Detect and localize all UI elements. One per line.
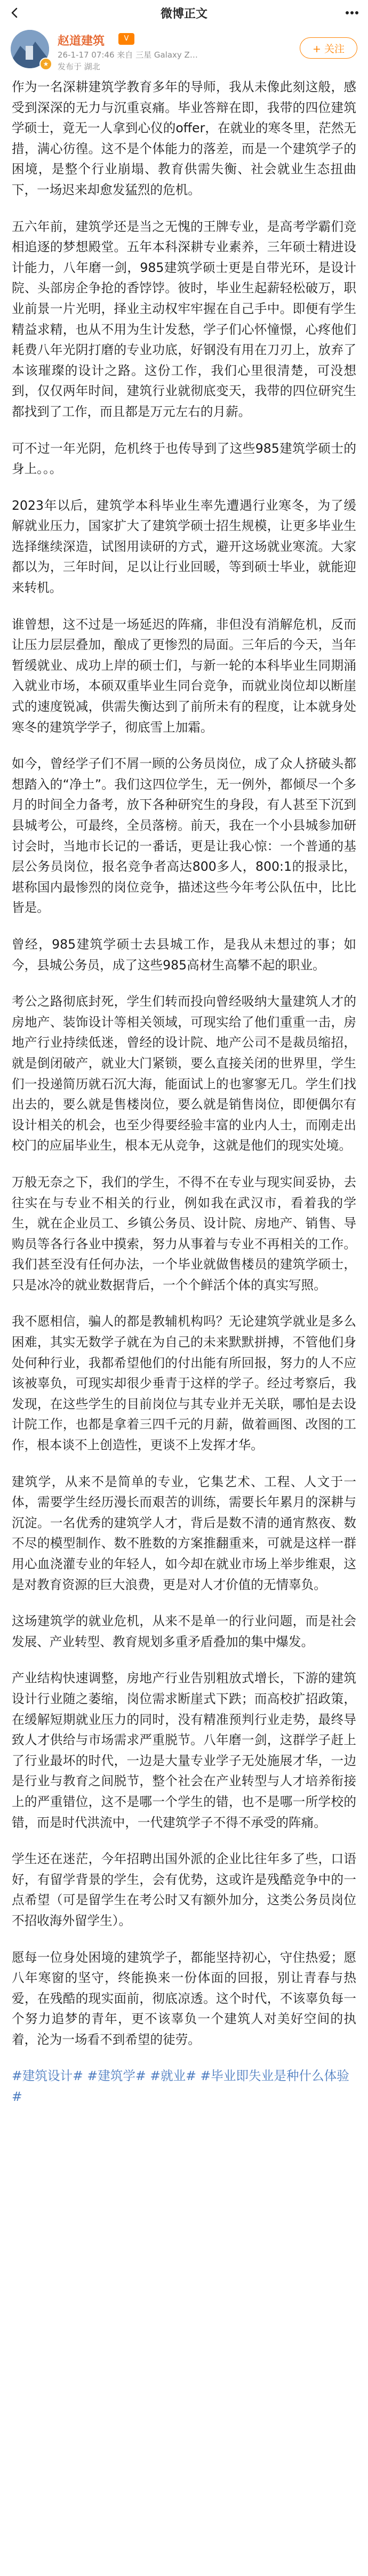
post-paragraph: 万般无奈之下，我们的学生，不得不在专业与现实间妥协，去往实在与专业不相关的行业，例如我在武汉市，看着我的学生，就在企业员工、乡镇公务员、设计院、房地产、销售、导购员等各行各业中摸索，努力从事着与专业不再相关的工作。我们甚至没有任何办法，一个毕业就做售楼员的建筑学硕士，只是冰冷的就业数据背后，一个个鲜活个体的真实写照。	[12, 1174, 356, 1293]
post-paragraph: 作为一名深耕建筑学教育多年的导师，我从未像此刻这般，感受到深深的无力与沉重哀痛。毕业答辩在即，我带的四位建筑学硕士，竟无一人拿到心仪的offer，在就业的寒冬里，茫然无措，满心彷徨。这不是个体能力的落差，而是一个建筑学子的困境，是整个行业崩塌、教育供需失衡、社会就业生态扭曲下，一场迟来却愈发猛烈的危机。	[12, 79, 356, 197]
hashtag-link[interactable]: #就业#	[150, 2068, 196, 2084]
post-meta: 26-1-17 07:46 来自 三星 Galaxy Z…	[58, 50, 198, 60]
post-paragraph: 考公之路彻底封死，学生们转而投向曾经吸纳大量建筑人才的房地产、装饰设计等相关领域，可现实给了他们重重一击，房地产行业持续低迷，曾经的设计院、地产公司不是裁员缩招，就是倒闭破产，就业大门紧锁，要么直接关闭的世界里，学生们一投递简历就石沉大海，能面试上的也寥寥无几。学生们找出去的，要么就是售楼岗位，要么就是销售岗位，即便偶尔有设计相关的机会，也至少得要经验丰富的业内人士，而刚走出校门的应届毕业生，根本无从竞争，这就是他们的现实处境。	[12, 994, 356, 1153]
post-location: 发布于 湖北	[58, 62, 100, 71]
post-paragraph: 产业结构快速调整，房地产行业告别粗放式增长，下游的建筑设计行业随之萎缩，岗位需求断崖式下跌；而高校扩招政策，在缓解短期就业压力的同时，没有精准预判行业走势，最终导致人才供给与市场需求严重脱节。八年磨一剑，这群学子赶上了行业最坏的时代，一边是大量专业学子无处施展才华，一边是行业与教育之间脱节，整个社会在产业转型与人才培养衔接上的严重错位，这不是哪一个学生的错，也不是哪一所学校的错，而是时代洪流中，一代建筑学子不得不承受的阵痛。	[12, 1671, 356, 1830]
more-button[interactable]	[345, 5, 359, 20]
post-paragraph: 愿每一位身处困境的建筑学子，都能坚持初心，守住热爱；愿八年寒窗的坚守，终能换来一份体面的回报，别让青春与热爱，在残酷的现实面前，彻底凉透。这个时代，不该辜负每一个努力追梦的青年，更不该辜负一个建筑人对美好空间的执着，沦为一场看不到希望的徒劳。	[12, 1949, 356, 2047]
post-paragraph: 五六年前，建筑学还是当之无愧的王牌专业，是高考学霸们竞相追逐的梦想殿堂。五年本科深耕专业素养，三年硕士精进设计能力，八年磨一剑，985建筑学硕士更是自带光环，是设计院、头部房企争抢的香饽饽。彼时，毕业生起薪轻松破万，职业前景一片光明，择业主动权牢牢握在自己手中。即便有学生精益求精，也从不用为生计发愁，学子们心怀憧憬，心疼他们耗费八年光阴打磨的专业功底，好钢没有用在刀刃上，放弃了本该璀璨的设计之路。这份工作，我们心里很清楚，可没想到，仅仅两年时间，建筑行业就彻底变天，我带的四位研究生都找到了工作，而且都是万元左右的月薪。	[12, 219, 356, 419]
post-paragraph: 谁曾想，这不过是一场延迟的阵痛，非但没有消解危机，反而让压力层层叠加，酿成了更惨烈的局面。三年后的今天，当年暂缓就业、成功上岸的硕士们，与新一轮的本科毕业生同期涌入就业市场，本硕双重毕业生同台竞争，而就业岗位却以断崖式的速度锐减，供需失衡达到了前所未有的程度，让本就身处寒冬的建筑学学子，彻底雪上加霜。	[12, 616, 356, 735]
post-content	[0, 77, 368, 2107]
post-paragraph: 学生还在迷茫，今年招聘出国外派的企业比往年多了些，口语好，有留学背景的学生，会有优势，这或许是残酷竞争中的一点希望（可是留学生在考公时又有额外加分，这类公务员岗位不招收海外留学生）。	[12, 1851, 356, 1928]
more-icon	[345, 11, 359, 15]
post-paragraph: 可不过一年光阴，危机终于也传导到了这些985建筑学硕士的身上。。。	[12, 440, 356, 477]
vip-badge: V	[118, 33, 134, 45]
post-paragraph: 如今，曾经学子们不屑一顾的公务员岗位，成了众人挤破头都想踏入的“净土”。我们这四位学生，无一例外，都倾尽一个多月的时间全力备考，放下各种研究生的身段，有人甚至下沉到县城考公，可最终，全员落榜。前天，我在一个小县城参加研讨会时，当地市长记的一番话，更是让我心惊：一个普通的基层公务员岗位，报名竞争者高达800多人，800:1的报录比，堪称国内最惨烈的岗位竞争，描述这些今年考公队伍中，比比皆是。	[12, 756, 356, 916]
follow-button[interactable]: + 关注	[300, 37, 357, 59]
hashtag-link[interactable]: #建筑设计#	[12, 2068, 83, 2084]
verified-badge-icon: ★	[39, 58, 52, 70]
hashtag-list	[12, 2066, 356, 2107]
author-name[interactable]: 赵道建筑	[58, 35, 105, 48]
post-paragraph: 曾经，985建筑学硕士去县城工作，是我从未想过的事；如今，县城公务员，成了这些985高材生高攀不起的职业。	[12, 936, 356, 973]
page-title: 微博正文	[160, 7, 207, 21]
hashtag-link[interactable]: #毕业即失业是种什么体验#	[12, 2068, 349, 2105]
post-paragraph: 我不愿相信，骗人的都是教辅机构吗？无论建筑学就业是多么困难，其实无数学子就在为自己的未来默默拼搏，不管他们身处何种行业，我都希望他们的付出能有所回报，努力的人不应该被辜负，可现实却很少垂青于这样的学子。经过考察后，我发现，在这些学生的目前岗位与其专业并无关联，哪怕是去设计院工作，也都是拿着三四千元的月薪，做着画图、改图的工作，根本谈不上创造性，更谈不上发挥才华。	[12, 1314, 356, 1453]
post-paragraph: 2023年以后，建筑学本科毕业生率先遭遇行业寒冬，为了缓解就业压力，国家扩大了建筑学硕士招生规模，让更多毕业生选择继续深造，试图用读研的方式，避开这场就业寒流。大家都以为，三年时间，足以让行业回暖，等到硕士毕业，就能迎来转机。	[12, 497, 356, 596]
chevron-left-icon	[9, 7, 21, 19]
post-paragraph: 这场建筑学的就业危机，从来不是单一的行业问题，而是社会发展、产业转型、教育规划多重矛盾叠加的集中爆发。	[12, 1614, 356, 1649]
top-bar	[0, 0, 368, 26]
back-button[interactable]	[7, 5, 22, 20]
author-header	[0, 26, 368, 77]
hashtag-link[interactable]: #建筑学#	[87, 2068, 146, 2084]
post-paragraph: 建筑学，从来不是简单的专业，它集艺术、工程、人文于一体，需要学生经历漫长而艰苦的训练，需要长年累月的深耕与沉淀。一名优秀的建筑学人才，背后是数不清的通宵熬夜、数不尽的模型制作、数不胜数的方案推翻重来，可就是这样一群用心血浇灌专业的年轻人，如今却在就业市场上举步维艰，这是对教育资源的巨大浪费，更是对人才价值的无情辜负。	[12, 1474, 356, 1592]
